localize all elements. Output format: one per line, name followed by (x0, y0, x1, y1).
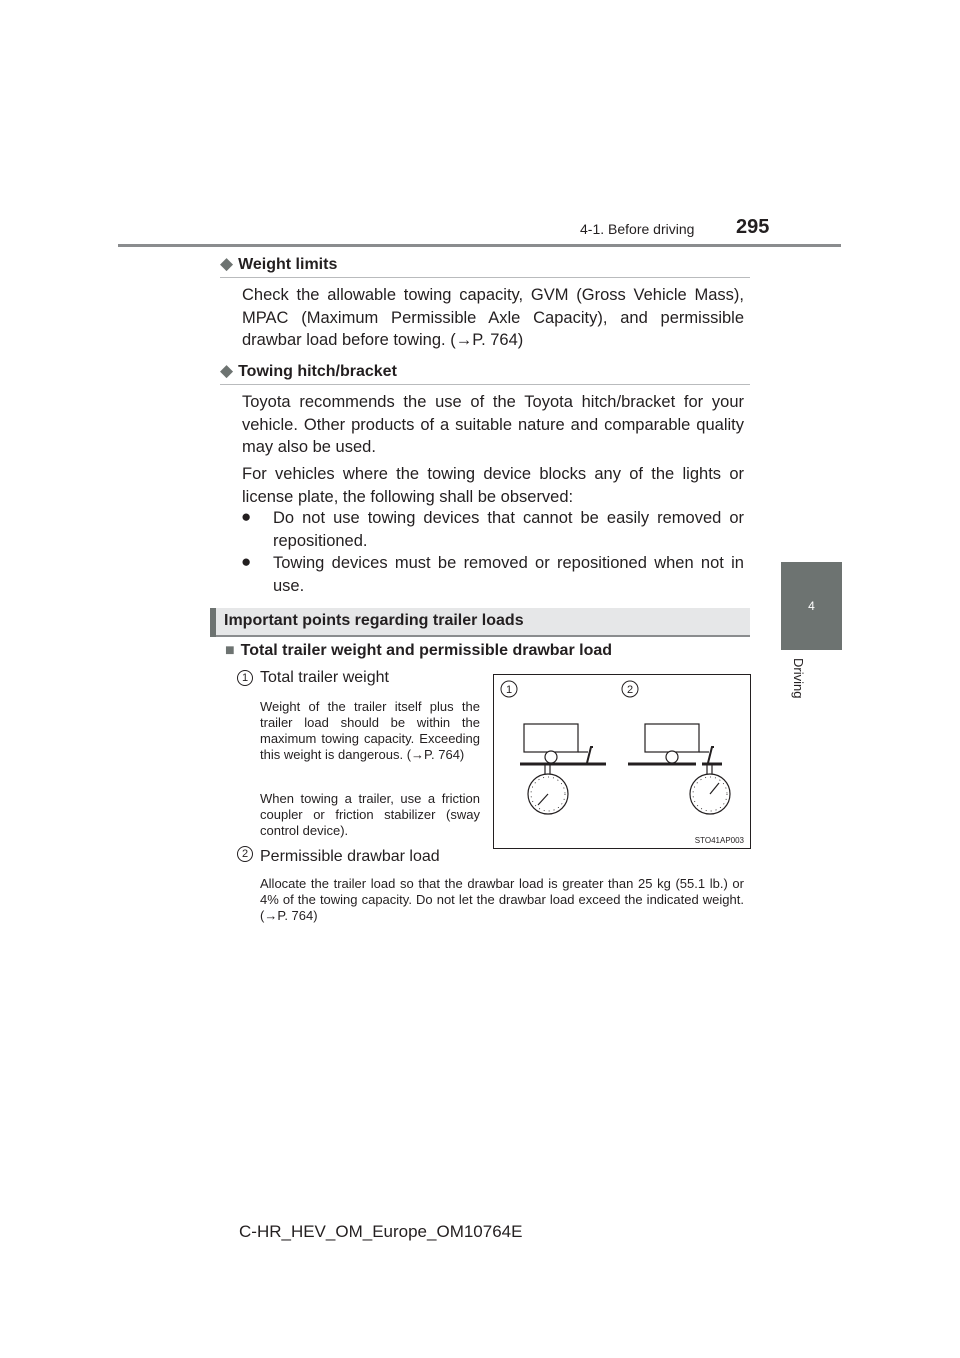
item-text: Weight of the trailer itself plus the trailer load should be within the maximum towing capacity. Exceeding this weight is dangerous. (→P. 764) (260, 699, 480, 762)
towing-hitch-heading (220, 361, 397, 381)
trailer-wheel-right (666, 751, 678, 763)
item-title: Permissible drawbar load (260, 848, 440, 865)
page-number: 295 (736, 216, 770, 238)
support-leg-right (708, 747, 714, 763)
important-box-accent (210, 608, 216, 637)
number-badge: 1 (237, 670, 253, 686)
chapter-number: 4 (808, 599, 815, 613)
towing-hitch-para-1: Toyota recommends the use of the Toyota hitch/bracket for your vehicle. Other products of a suitable nature and comparable quality may also be used. (242, 393, 744, 456)
bullet-icon: ● (241, 552, 252, 571)
square-icon: ■ (225, 642, 235, 659)
diamond-icon: ◆ (220, 361, 234, 380)
footer-doc-id: C-HR_HEV_OM_Europe_OM10764E (239, 1222, 523, 1241)
weight-limits-title: Weight limits (238, 256, 338, 273)
diamond-icon: ◆ (220, 254, 234, 273)
trailer-load-diagram (493, 674, 751, 849)
chapter-label: Driving (791, 658, 806, 699)
diagram-graphic (494, 675, 750, 848)
important-box-title: Important points regarding trailer loads (224, 612, 524, 629)
bullet-item: Towing devices must be removed or repositioned when not in use. (273, 554, 744, 595)
item-text: Allocate the trailer load so that the drawbar load is greater than 25 kg (55.1 lb.) or 4% of the towing capacity. Do not let the drawbar load exceed the indicated weight. (→P. 764) (260, 876, 744, 923)
heading-rule (220, 277, 750, 278)
number-badge: 2 (237, 846, 253, 862)
towing-hitch-title: Towing hitch/bracket (238, 363, 397, 380)
trailer-subheading (225, 642, 612, 660)
trailer-subheading-text: Total trailer weight and permissible drawbar load (240, 642, 613, 659)
weight-limits-heading (220, 254, 337, 274)
item-title: Total trailer weight (260, 669, 389, 686)
diagram-label-2: 2 (626, 684, 634, 696)
trailer-body-right (645, 724, 699, 752)
trailer-wheel-left (545, 751, 557, 763)
header-section-title: 4-1. Before driving (580, 221, 695, 237)
header-divider (118, 244, 841, 247)
diagram-label-1: 1 (505, 684, 513, 696)
bullet-icon: ● (241, 507, 252, 526)
item-text: When towing a trailer, use a friction coupler or friction stabilizer (sway control device). (260, 791, 480, 838)
weight-limits-text: Check the allowable towing capacity, GVM (Gross Vehicle Mass), MPAC (Maximum Permissible Axle Capacity), and permissible drawbar load before towing. (→P. 764) (242, 286, 744, 349)
heading-rule (220, 384, 750, 385)
bullet-item: Do not use towing devices that cannot be easily removed or repositioned. (273, 509, 744, 550)
diagram-code: STO41AP003 (694, 836, 744, 845)
support-leg-left (587, 747, 593, 763)
towing-hitch-para-2: For vehicles where the towing device blocks any of the lights or license plate, the following shall be observed: (242, 465, 744, 506)
trailer-body-left (524, 724, 578, 752)
